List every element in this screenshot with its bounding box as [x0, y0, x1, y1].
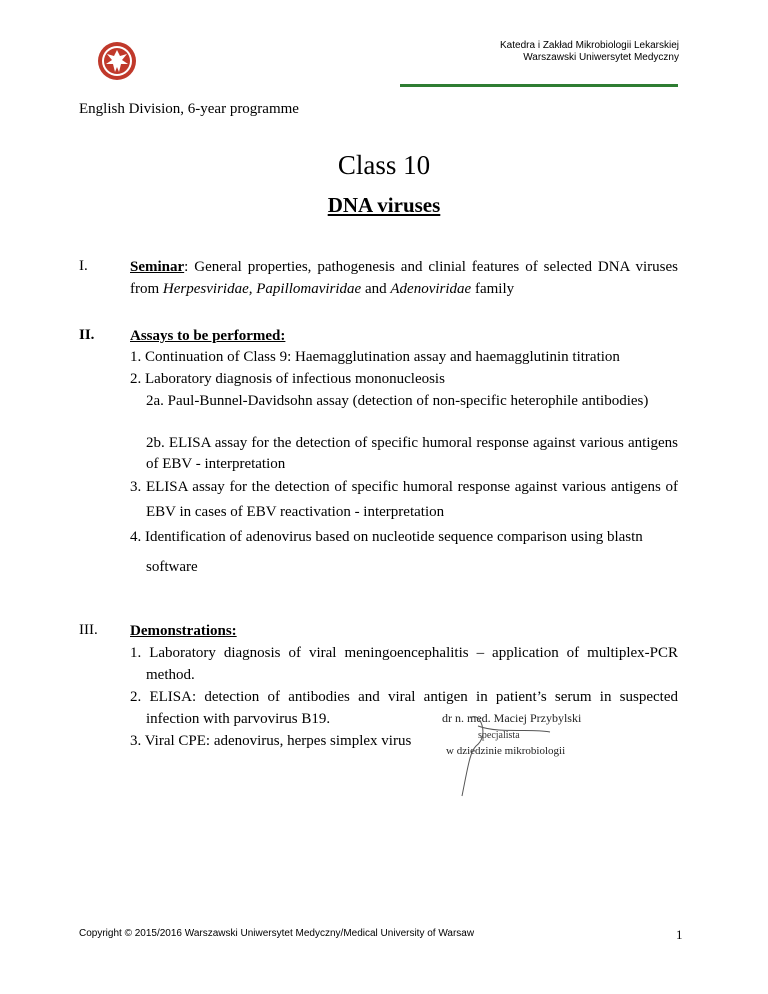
assay-item-2: 2. Laboratory diagnosis of infectious mononucleosis: [130, 371, 445, 387]
section-1-numeral: I.: [79, 258, 88, 274]
demo-item-2: 2. ELISA: detection of antibodies and viral antigen in patient’s serum in suspected infection with parvovirus B19.: [130, 689, 678, 727]
department-header: [500, 40, 679, 64]
copyright-footer: Copyright © 2015/2016 Warszawski Uniwersytet Medyczny/Medical University of Warsaw: [79, 928, 475, 939]
assays-heading: Assays to be performed:: [130, 328, 286, 344]
page-subtitle: DNA viruses: [327, 193, 441, 217]
university-logo-icon: [97, 41, 137, 81]
assay-item-2b: 2b. ELISA assay for the detection of specific humoral response against various antigens of EBV - interpretation: [146, 435, 678, 472]
department-name: Katedra i Zakład Mikrobiologii Lekarskiej: [500, 40, 679, 51]
section-2-numeral: II.: [79, 327, 95, 343]
division-label: English Division, 6-year programme: [79, 101, 299, 117]
signature-line-2: specjalista: [478, 730, 520, 741]
section-1-seminar: Seminar: General properties, pathogenesis and clinial features of selected DNA viruses from Herpesviridae, Papillomaviridae and Adenoviridae family: [130, 259, 678, 297]
assay-item-2a: 2a. Paul-Bunnel-Davidsohn assay (detection of non-specific heterophile antibodies): [146, 393, 649, 409]
signature-stamp: [440, 706, 600, 806]
signature-line-1: dr n. med. Maciej Przybylski: [442, 711, 582, 725]
seminar-label: Seminar: [130, 259, 185, 275]
page-number: 1: [676, 927, 683, 942]
page-title: Class 10: [337, 150, 431, 180]
demonstrations-heading: Demonstrations:: [130, 623, 237, 639]
assay-item-3: 3. ELISA assay for the detection of specific humoral response against various antigens of EBV in cases of EBV reactivation - interpretation: [130, 479, 678, 520]
demo-item-3: 3. Viral CPE: adenovirus, herpes simplex virus: [130, 733, 412, 749]
university-name: Warszawski Uniwersytet Medyczny: [523, 52, 679, 63]
signature-line-3: w dziedzinie mikrobiologii: [446, 745, 566, 757]
assay-item-1: 1. Continuation of Class 9: Haemagglutination assay and haemagglutinin titration: [130, 349, 620, 365]
header-divider: [400, 84, 678, 87]
demo-item-1: 1. Laboratory diagnosis of viral meningoencephalitis – application of multiplex-PCR method.: [130, 645, 678, 683]
section-3-numeral: III.: [79, 622, 98, 638]
assay-item-4: 4. Identification of adenovirus based on nucleotide sequence comparison using blastn software: [130, 529, 643, 575]
